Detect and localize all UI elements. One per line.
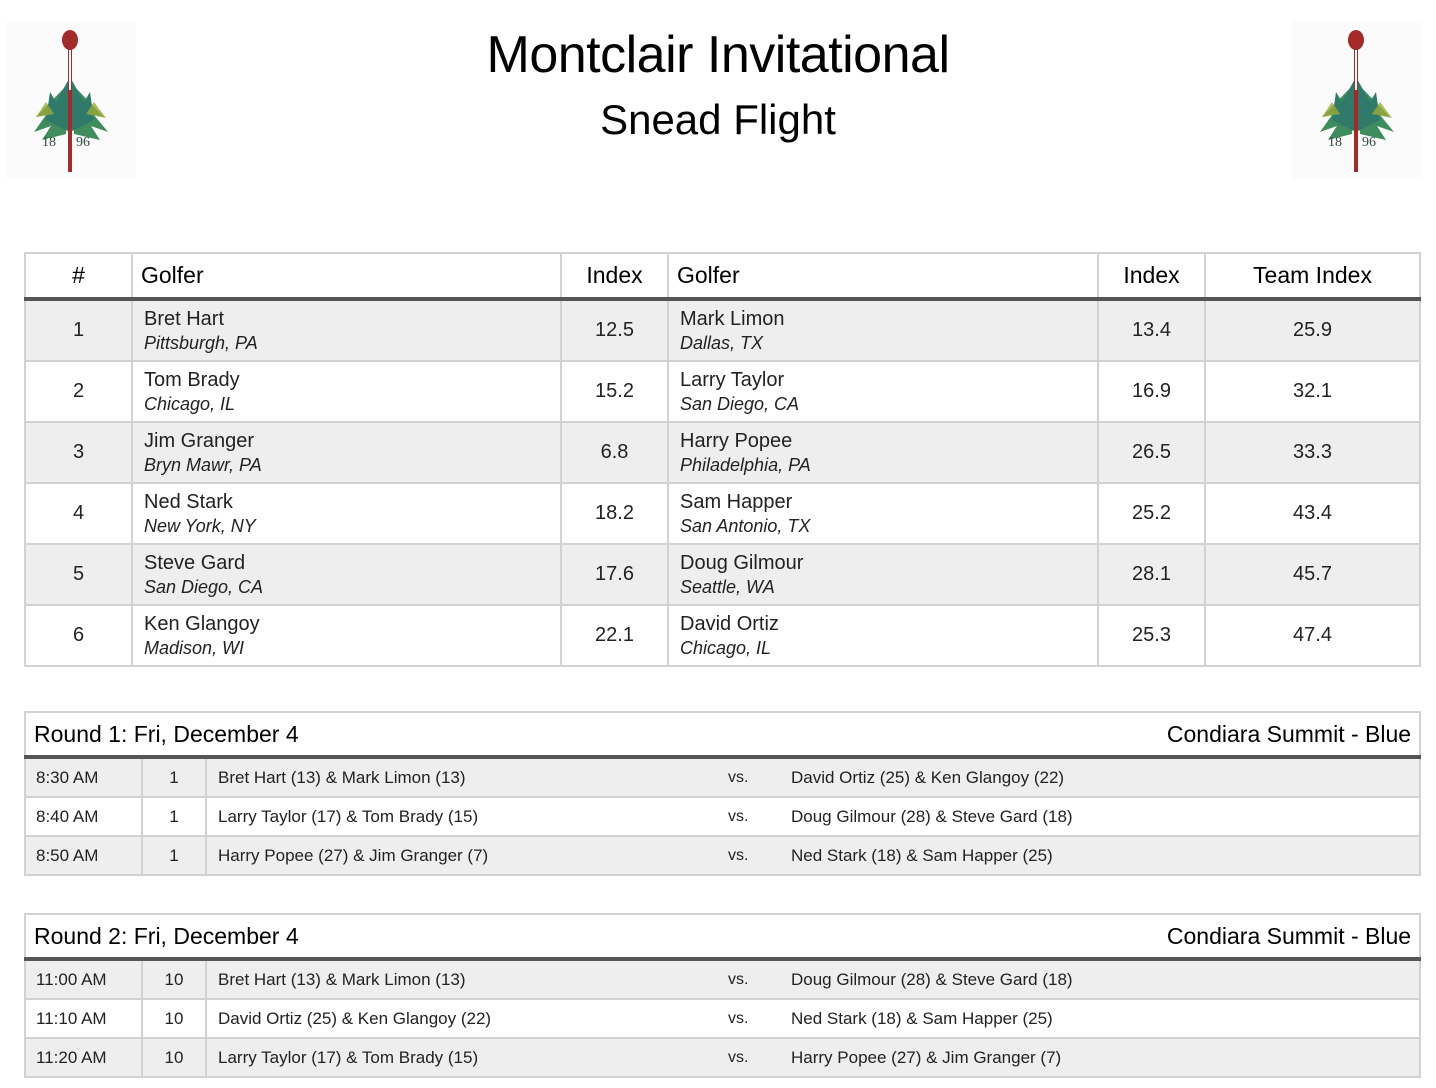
- golfer1-cell: [132, 544, 561, 605]
- golfer1-cell: [132, 361, 561, 422]
- golfer2-cell: [668, 422, 1098, 483]
- column-header-team-index: Team Index: [1205, 253, 1420, 299]
- start-hole: 10: [142, 1038, 206, 1077]
- golfer2-cell: [668, 299, 1098, 361]
- golfer-location: San Diego, CA: [680, 393, 800, 414]
- team-index-cell: 33.3: [1205, 422, 1420, 483]
- vs-label: vs.: [728, 1038, 791, 1077]
- index1-cell: 18.2: [561, 483, 668, 544]
- index1-cell: 6.8: [561, 422, 668, 483]
- index1-cell: 17.6: [561, 544, 668, 605]
- tee-time: 11:20 AM: [25, 1038, 142, 1077]
- golfer-location: San Antonio, TX: [680, 515, 811, 536]
- index1-cell: 22.1: [561, 605, 668, 666]
- golfer-location: Dallas, TX: [680, 332, 764, 353]
- column-header-golfer1: Golfer: [132, 253, 561, 299]
- index2-cell: 25.2: [1098, 483, 1205, 544]
- tee-time: 8:30 AM: [25, 757, 142, 797]
- golfer1-cell: [132, 605, 561, 666]
- vs-label: vs.: [728, 836, 791, 875]
- match-row: [25, 757, 1420, 797]
- match-row: [25, 999, 1420, 1038]
- match-row: [25, 1038, 1420, 1077]
- rank-cell: 2: [25, 361, 132, 422]
- round-1-table: [24, 711, 1421, 876]
- match-row: [25, 797, 1420, 836]
- start-hole: 1: [142, 797, 206, 836]
- round-header-row: [25, 712, 1420, 757]
- golfer-name: Mark Limon: [680, 307, 785, 330]
- team1: Harry Popee (27) & Jim Granger (7): [206, 836, 728, 875]
- golfer-name: Jim Granger: [144, 429, 255, 452]
- match-row: [25, 836, 1420, 875]
- round-header: [25, 712, 1420, 757]
- golfer1-cell: [132, 422, 561, 483]
- round-title: Round 2: Fri, December 4: [34, 922, 299, 949]
- golfer-name: Larry Taylor: [680, 368, 785, 391]
- team1: Larry Taylor (17) & Tom Brady (15): [206, 1038, 728, 1077]
- index1-cell: 12.5: [561, 299, 668, 361]
- team-index-cell: 25.9: [1205, 299, 1420, 361]
- rank-cell: 3: [25, 422, 132, 483]
- golfer-name: Ned Stark: [144, 490, 233, 513]
- golfer2-cell: [668, 605, 1098, 666]
- svg-text:18: 18: [1328, 135, 1342, 150]
- svg-text:18: 18: [42, 135, 56, 150]
- start-hole: 10: [142, 999, 206, 1038]
- golfer1-cell: [132, 483, 561, 544]
- golfer2-cell: [668, 483, 1098, 544]
- match-row: [25, 959, 1420, 999]
- golfer-location: New York, NY: [144, 515, 256, 536]
- golfer-name: Ken Glangoy: [144, 612, 260, 635]
- round-header: [25, 914, 1420, 959]
- rank-cell: 1: [25, 299, 132, 361]
- rank-cell: 4: [25, 483, 132, 544]
- team2: David Ortiz (25) & Ken Glangoy (22): [791, 757, 1420, 797]
- tee-time: 8:50 AM: [25, 836, 142, 875]
- vs-label: vs.: [728, 797, 791, 836]
- table-row: [25, 483, 1420, 544]
- golfer-name: Steve Gard: [144, 551, 246, 574]
- tee-time: 8:40 AM: [25, 797, 142, 836]
- index2-cell: 13.4: [1098, 299, 1205, 361]
- standings-table: [24, 252, 1421, 667]
- table-row: [25, 605, 1420, 666]
- index2-cell: 16.9: [1098, 361, 1205, 422]
- tee-time: 11:10 AM: [25, 999, 142, 1038]
- column-header-golfer2: Golfer: [668, 253, 1098, 299]
- team-index-cell: 47.4: [1205, 605, 1420, 666]
- table-row: [25, 422, 1420, 483]
- table-row: [25, 299, 1420, 361]
- course-name: Condiara Summit - Blue: [1166, 720, 1412, 747]
- golfer-name: Sam Happer: [680, 490, 793, 513]
- golfer-location: Chicago, IL: [680, 637, 772, 658]
- team2: Doug Gilmour (28) & Steve Gard (18): [791, 959, 1420, 999]
- golfer-name: Bret Hart: [144, 307, 225, 330]
- team1: David Ortiz (25) & Ken Glangoy (22): [206, 999, 728, 1038]
- column-header-index1: Index: [561, 253, 668, 299]
- start-hole: 1: [142, 836, 206, 875]
- standings-header-row: [25, 253, 1420, 299]
- team1: Bret Hart (13) & Mark Limon (13): [206, 959, 728, 999]
- page-header: [0, 24, 1436, 146]
- column-header-index2: Index: [1098, 253, 1205, 299]
- golfer-location: Pittsburgh, PA: [144, 332, 258, 353]
- round-header-row: [25, 914, 1420, 959]
- golfer-name: Tom Brady: [144, 368, 240, 391]
- golfer2-cell: [668, 361, 1098, 422]
- round-2-table: [24, 913, 1421, 1078]
- team2: Ned Stark (18) & Sam Happer (25): [791, 999, 1420, 1038]
- golfer-location: Bryn Mawr, PA: [144, 454, 262, 475]
- team-index-cell: 32.1: [1205, 361, 1420, 422]
- round-title: Round 1: Fri, December 4: [34, 720, 299, 747]
- start-hole: 1: [142, 757, 206, 797]
- team-index-cell: 43.4: [1205, 483, 1420, 544]
- golfer-location: San Diego, CA: [144, 576, 264, 597]
- team2: Doug Gilmour (28) & Steve Gard (18): [791, 797, 1420, 836]
- golfer-location: Philadelphia, PA: [680, 454, 811, 475]
- page-subtitle: Snead Flight: [600, 96, 836, 143]
- golfer1-cell: [132, 299, 561, 361]
- team1: Larry Taylor (17) & Tom Brady (15): [206, 797, 728, 836]
- vs-label: vs.: [728, 959, 791, 999]
- golfer-name: David Ortiz: [680, 612, 779, 635]
- vs-label: vs.: [728, 999, 791, 1038]
- tee-time: 11:00 AM: [25, 959, 142, 999]
- rank-cell: 5: [25, 544, 132, 605]
- index2-cell: 28.1: [1098, 544, 1205, 605]
- team-index-cell: 45.7: [1205, 544, 1420, 605]
- index2-cell: 25.3: [1098, 605, 1205, 666]
- index2-cell: 26.5: [1098, 422, 1205, 483]
- golfer-name: Doug Gilmour: [680, 551, 804, 574]
- team2: Harry Popee (27) & Jim Granger (7): [791, 1038, 1420, 1077]
- table-row: [25, 361, 1420, 422]
- golfer-location: Madison, WI: [144, 637, 245, 658]
- course-name: Condiara Summit - Blue: [1166, 922, 1412, 949]
- page-title: Montclair Invitational: [486, 26, 950, 84]
- svg-text:96: 96: [1362, 135, 1376, 150]
- start-hole: 10: [142, 959, 206, 999]
- team1: Bret Hart (13) & Mark Limon (13): [206, 757, 728, 797]
- golfer-name: Harry Popee: [680, 429, 793, 452]
- golfer-location: Seattle, WA: [680, 576, 775, 597]
- column-header-rank: #: [25, 253, 132, 299]
- golfer-location: Chicago, IL: [144, 393, 236, 414]
- team2: Ned Stark (18) & Sam Happer (25): [791, 836, 1420, 875]
- golfer2-cell: [668, 544, 1098, 605]
- svg-text:96: 96: [76, 135, 90, 150]
- index1-cell: 15.2: [561, 361, 668, 422]
- table-row: [25, 544, 1420, 605]
- rank-cell: 6: [25, 605, 132, 666]
- vs-label: vs.: [728, 757, 791, 797]
